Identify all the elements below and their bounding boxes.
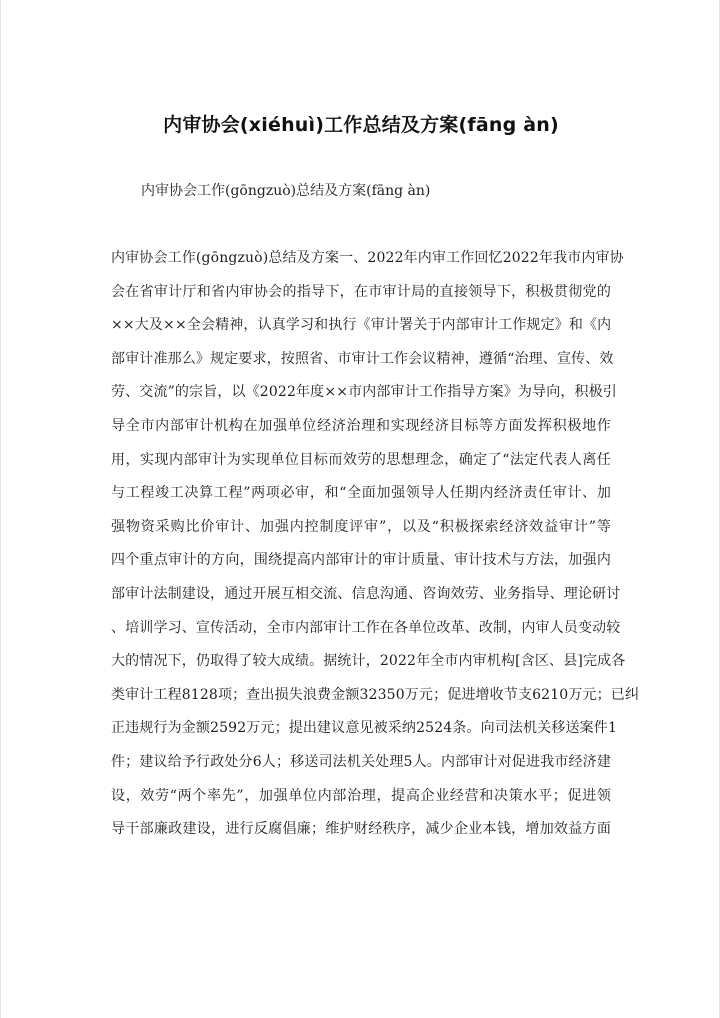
body-line: 件；建议给予行政处分6人；移送司法机关处理5人。内部审计对促进我市经济建 [111,753,611,770]
body-line: 用，实现内部审计为实现单位目标而效劳的思想理念，确定了“法定代表人离任 [111,451,611,468]
body-line: 部审计准那么》规定要求，按照省、市审计工作会议精神，遵循“治理、宣传、效 [111,350,614,367]
body-line: 与工程竣工决算工程”两项必审，和“全面加强领导人任期内经济责任审计、加 [111,485,611,502]
body-line: 部审计法制建设，通过开展互相交流、信息沟通、咨询效劳、业务指导、理论研讨 [111,585,621,602]
body-line: 导全市内部审计机构在加强单位经济治理和实现经济目标等方面发挥积极地作 [111,417,611,434]
document-subtitle: 内审协会工作(gōngzuò)总结及方案(fāng àn) [141,183,431,199]
body-line: 类审计工程8128项；查出损失浪费金额32350万元；促进增收节支6210万元；已纠 [111,686,640,703]
body-line: 强物资采购比价审计、加强内控制度评审”，以及“积极探索经济效益审计”等 [111,518,611,535]
body-line: 导干部廉政建设，进行反腐倡廉；维护财经秩序，减少企业本钱，增加效益方面 [111,821,611,838]
body-line: ××大及××全会精神，认真学习和执行《审计署关于内部审计工作规定》和《内 [111,317,612,334]
body-line: 设，效劳“两个率先”，加强单位内部治理，提高企业经营和决策水平；促进领 [111,787,611,804]
body-line: 劳、交流”的宗旨，以《2022年度××市内部审计工作指导方案》为导向，积极引 [111,384,617,401]
body-line: 正违规行为金额2592万元；提出建议意见被采纳2524条。向司法机关移送案件1 [111,720,618,737]
body-line: 、培训学习、宣传活动，全市内部审计工作在各单位改革、改制，内审人员变动较 [111,619,621,636]
body-line: 会在省审计厅和省内审协会的指导下，在市审计局的直接领导下，积极贯彻党的 [111,283,611,300]
document-title: 内审协会(xiéhuì)工作总结及方案(fāng àn) [163,114,559,136]
body-line: 四个重点审计的方向，围绕提高内部审计的审计质量、审计技术与方法，加强内 [111,552,611,569]
body-line: 大的情况下，仍取得了较大成绩。据统计，2022年全市内审机构[含区、县]完成各 [111,653,626,670]
body-paragraph [111,244,640,849]
body-line: 内审协会工作(gōngzuò)总结及方案一、2022年内审工作回忆2022年我市内审协 [111,250,624,266]
